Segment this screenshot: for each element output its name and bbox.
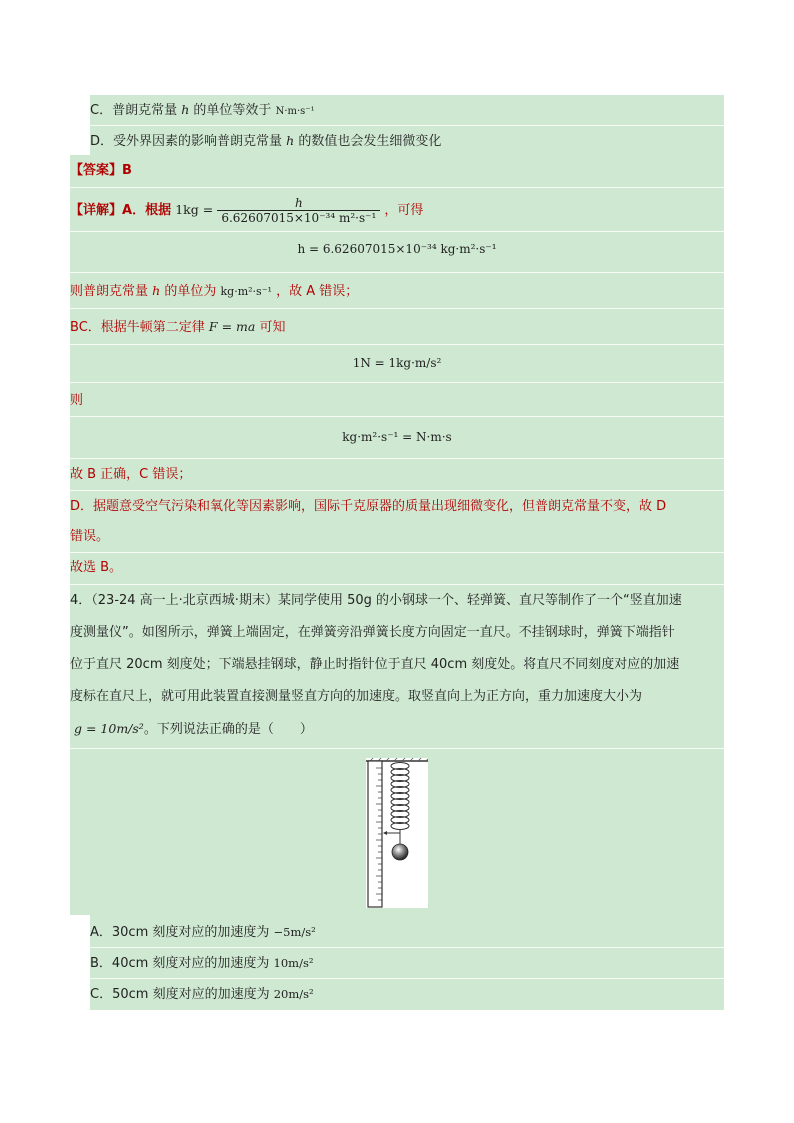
steel-ball: [392, 844, 408, 860]
option-d: D．受外界因素的影响普朗克常量 h 的数值也会发生细微变化: [90, 133, 442, 149]
spring-ruler-diagram: [366, 758, 428, 908]
divider: [70, 490, 724, 491]
divider: [70, 187, 724, 188]
divider: [70, 584, 724, 585]
divider: [70, 344, 724, 345]
divider: [70, 416, 724, 417]
detail-intro: 【详解】A．根据 1kg = $\frac{h}{\text{6.62607015×10⁻³⁴ m²·s⁻¹}}$ ，可得: [70, 196, 424, 225]
bc-line: BC．根据牛顿第二定律 F = ma 可知: [70, 319, 286, 335]
divider: [70, 231, 724, 232]
d-explanation-2: 错误。: [70, 529, 110, 544]
then-line: 则: [70, 393, 84, 408]
question4-line1: 4．（23-24 高一上·北京西城·期末）某同学使用 50g 的小钢球一个、轻弹簧、直尺等制作了一个“竖直加速: [70, 593, 682, 608]
d-explanation-1: D．据题意受空气污染和氧化等因素影响，国际千克原器的质量出现细微变化，但普朗克常量不变，故 D: [70, 499, 667, 514]
question4-line5: g = 10m/s²。下列说法正确的是（ ）: [74, 721, 313, 737]
divider: [70, 382, 724, 383]
final-choice: 故选 B。: [70, 560, 123, 575]
divider: [70, 748, 724, 749]
equation-units: kg·m²·s⁻¹ = N·m·s: [342, 430, 452, 444]
divider: [70, 308, 724, 309]
equation-h: h = 6.62607015×10⁻³⁴ kg·m²·s⁻¹: [297, 242, 497, 256]
option-c: C．普朗克常量 h 的单位等效于 N·m·s⁻¹: [90, 102, 315, 118]
fraction: $\frac{h}{\text{6.62607015×10⁻³⁴ m²·s⁻¹}}$: [217, 196, 380, 225]
divider: [70, 458, 724, 459]
spring: [391, 763, 409, 830]
conclusion-a: 则普朗克常量 h 的单位为 kg·m²·s⁻¹ ，故 A 错误；: [70, 283, 359, 299]
equation-newton: 1N = 1kg·m/s²: [352, 356, 442, 370]
spring-ruler-svg: [366, 758, 428, 908]
choice-a: A．30cm 刻度对应的加速度为 −5m/s²: [90, 925, 316, 940]
conclusion-bc: 故 B 正确，C 错误；: [70, 467, 192, 482]
choice-b: B．40cm 刻度对应的加速度为 10m/s²: [90, 956, 314, 971]
question4-line4: 度标在直尺上，就可用此装置直接测量竖直方向的加速度。取竖直向上为正方向，重力加速度大小为: [70, 689, 643, 704]
question4-line2: 度测量仪”。如图所示，弹簧上端固定，在弹簧旁沿弹簧长度方向固定一直尺。不挂钢球时，弹簧下端指针: [70, 625, 675, 640]
divider: [70, 272, 724, 273]
answer-line: 【答案】B: [70, 163, 132, 178]
choice-c: C．50cm 刻度对应的加速度为 20m/s²: [90, 987, 314, 1002]
question4-line3: 位于直尺 20cm 刻度处；下端悬挂钢球，静止时指针位于直尺 40cm 刻度处。将直尺不同刻度对应的加速: [70, 657, 680, 672]
